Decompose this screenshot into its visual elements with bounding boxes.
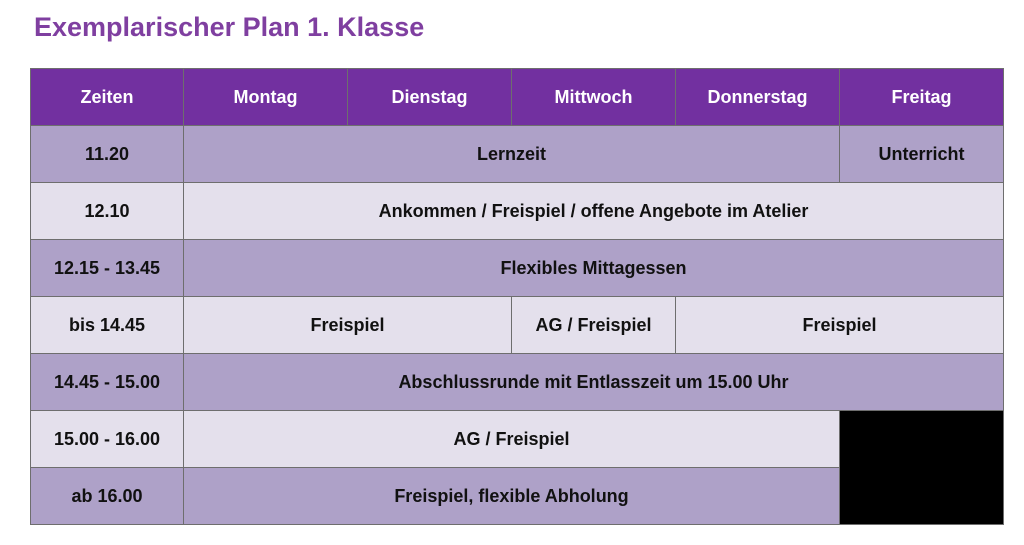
header-day-friday: Freitag	[840, 69, 1004, 126]
header-times: Zeiten	[31, 69, 184, 126]
activity-cell: Freispiel, flexible Abholung	[184, 468, 840, 525]
schedule-table	[30, 68, 1004, 525]
time-cell: 12.15 - 13.45	[31, 240, 184, 297]
time-cell: 11.20	[31, 126, 184, 183]
header-day-wednesday: Mittwoch	[512, 69, 676, 126]
time-cell: 14.45 - 15.00	[31, 354, 184, 411]
table-row	[31, 354, 1004, 411]
page-title: Exemplarischer Plan 1. Klasse	[34, 12, 425, 42]
time-cell: 15.00 - 16.00	[31, 411, 184, 468]
empty-cell	[840, 411, 1004, 525]
time-cell: ab 16.00	[31, 468, 184, 525]
activity-cell: Lernzeit	[184, 126, 840, 183]
header-day-thursday: Donnerstag	[676, 69, 840, 126]
activity-cell: AG / Freispiel	[512, 297, 676, 354]
activity-cell: AG / Freispiel	[184, 411, 840, 468]
time-cell: bis 14.45	[31, 297, 184, 354]
activity-cell: Ankommen / Freispiel / offene Angebote im Atelier	[184, 183, 1004, 240]
table-row	[31, 183, 1004, 240]
activity-cell: Freispiel	[676, 297, 1004, 354]
table-row	[31, 297, 1004, 354]
activity-cell: Unterricht	[840, 126, 1004, 183]
header-day-tuesday: Dienstag	[348, 69, 512, 126]
time-cell: 12.10	[31, 183, 184, 240]
table-row	[31, 126, 1004, 183]
header-day-monday: Montag	[184, 69, 348, 126]
table-row	[31, 240, 1004, 297]
activity-cell: Abschlussrunde mit Entlasszeit um 15.00 Uhr	[184, 354, 1004, 411]
activity-cell: Flexibles Mittagessen	[184, 240, 1004, 297]
activity-cell: Freispiel	[184, 297, 512, 354]
table-header-row	[31, 69, 1004, 126]
table-row	[31, 411, 1004, 468]
